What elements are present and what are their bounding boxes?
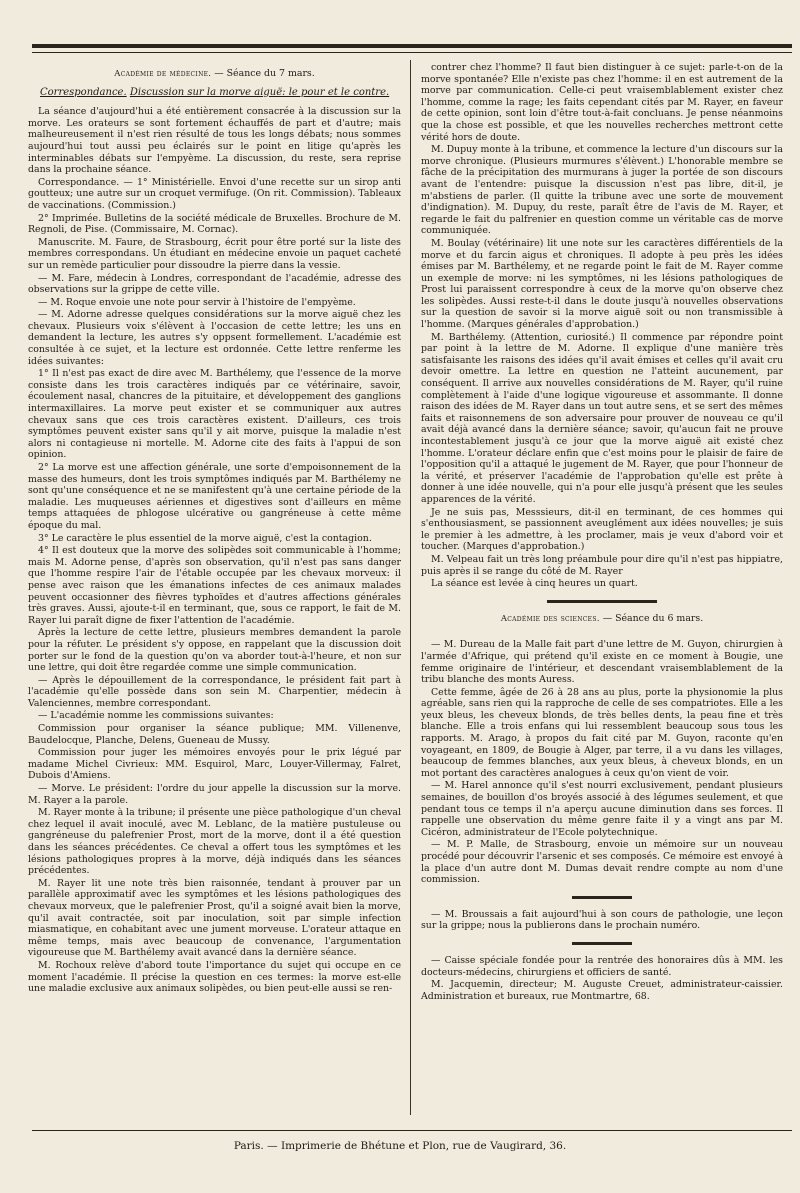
heading-date: — Séance du 7 mars.: [214, 68, 315, 79]
left-column: [28, 62, 401, 996]
paragraph: M. Rochoux relève d'abord toute l'importance du sujet qui occupe en ce moment l'académie. Il précise la question en ces termes: la morve est-elle une maladie exclusive aux animaux solipèdes, ou bien peut-elle aussi se ren-: [28, 959, 401, 995]
paragraph: M. Rayer lit une note très bien raisonnée, tendant à prouver par un parallèle approximatif avec les symptômes et les lésions pathologiques des chevaux morveux, que le palefrenier Prost, qu'il a soigné avait bien la morve, qu'il avait contractée, soit par inoculation, soit par simple infection miasmatique, en cohabitant avec une jument morveuse. L'orateur attaque en même temps, mais avec beaucoup de convenance, l'argumentation vigoureuse que M. Barthélemy avait avancé dans la dernière séance.: [28, 877, 401, 959]
paragraph: 3° Le caractère le plus essentiel de la morve aiguë, c'est la contagion.: [38, 532, 372, 544]
paragraph: — M. Roque envoie une note pour servir à l'histoire de l'empyème.: [38, 296, 356, 308]
bottom-rule: [32, 1130, 792, 1131]
paragraph: contrer chez l'homme? Il faut bien distinguer à ce sujet: parle-t-on de la morve spontanée? Elle n'existe pas chez l'homme: il en est autrement de la morve par communication. Celle-ci peut vraisemblablement exister chez l'homme, comme la rage; les faits cependant cités par M. Rayer, en faveur de cette opinion, sont loin d'être tout-à-fait concluans. Je pense néanmoins que la chose est possible, et que les nouvelles recherches mettront cette vérité hors de doute.: [421, 62, 783, 143]
top-thin-rule: [32, 52, 792, 53]
paragraph: 2° Imprimée. Bulletins de la société médicale de Bruxelles. Brochure de M. Regnoli, de Pise. (Commissaire, M. Cornac).: [28, 212, 401, 236]
right-column: [421, 62, 783, 1003]
paragraph: Après la lecture de cette lettre, plusieurs membres demandent la parole pour la réfuter. Le président s'y oppose, en rappelant que la discussion doit porter sur le fond de la question qu'on va aborder tout-à-l'heure, et non sur une lettre, qui doit être regardée comme une simple communication.: [28, 627, 401, 674]
paragraph: 1° Il n'est pas exact de dire avec M. Barthélemy, que l'essence de la morve consiste dans les trois caractères indiqués par ce vétérinaire, savoir, écoulement nasal, chancres de la pituitaire, et développement des ganglions intermaxillaires. La morve peut exister et se communiquer aux autres chevaux sans que ces trois caractères existent. D'ailleurs, ces trois symptômes peuvent exister sans qu'il y ait morve, puisque la maladie n'est alors ni contagieuse ni mortelle. M. Adorne cite des faits à l'appui de son opinion.: [28, 368, 401, 461]
paragraph: — Après le dépouillement de la correspondance, le président fait part à l'académie qu'elle possède dans son sein M. Charpentier, médecin à Valenciennes, membre correspondant.: [28, 674, 401, 709]
top-double-rule: [32, 44, 792, 48]
paragraph: 4° Il est douteux que la morve des solipèdes soit communicable à l'homme; mais M. Adorne pense, d'après son observation, qu'il n'est pas sans danger que l'homme respire l'air de l'étable occupée par les chevaux morveux: il pense avec raison que les émanations infectes de ces animaux malades peuvent occasionner des fièvres typhoïdes et d'autres affections générales très graves. Aussi, ajoute-t-il en terminant, que, sous ce rapport, le fait de M. Rayer lui paraît digne de fixer l'attention de l'académie.: [28, 545, 401, 626]
heading-name: Académie de médecine.: [114, 69, 212, 79]
paragraph: 2° La morve est une affection générale, une sorte d'empoisonnement de la masse des humeurs, dont les trois symptômes indiqués par M. Barthélemy ne sont qu'une conséquence et ne se manifestent qu'à une certaine période de la maladie. Les muqueuses aériennes et digestives sont d'ailleurs en même temps attaquées de phlogose ulcérative ou gangréneuse à cette même époque du mal.: [28, 462, 401, 531]
section-ornament: [421, 896, 783, 899]
section-ornament: [421, 942, 783, 945]
paragraph: — M. Harel annonce qu'il s'est nourri exclusivement, pendant plusieurs semaines, de bouillon d'os broyés associé à des légumes seulement, et que pendant tous ce temps il n'a aperçu aucune diminution dans ses forces. Il rappelle une observation du même genre faite il y a vingt ans par M. Cicéron, administrateur de l'Ecole polytechnique.: [421, 780, 783, 838]
paragraph: M. Dupuy monte à la tribune, et commence la lecture d'un discours sur la morve chronique. (Plusieurs murmures s'élèvent.) L'honorable membre se fâche de la précipitation des murmurans à juger la portée de son discours avant de l'entendre: puisque la discussion n'est pas libre, dit-il, je m'abstiens de parler. (Il quitte la tribune avec une sorte de mouvement d'indignation). M. Dupuy, du reste, paraît être de l'avis de M. Rayer, et regarde le fait du palfrenier en question comme un véritable cas de morve communiquée.: [421, 144, 783, 237]
paragraph: — M. Adorne adresse quelques considérations sur la morve aiguë chez les chevaux. Plusieurs voix s'élèvent à l'occasion de cette lettre; les uns en demandent la lecture, les autres s'y oppsent formellement. L'académie est consultée à ce sujet, et la lecture est ordonnée. Cette lettre renferme les idées suivantes:: [28, 309, 401, 367]
paragraph: — M. Fare, médecin à Londres, correspondant de l'académie, adresse des observations sur la grippe de cette ville.: [28, 272, 401, 296]
paragraph: Je ne suis pas, Messsieurs, dit-il en terminant, de ces hommes qui s'enthousiasment, se passionnent aveuglément aux idées nouvelles; je suis le premier à les admettre, à les proclamer, mais je veux d'abord voir et toucher. (Marques d'approbation.): [421, 506, 783, 553]
paragraph: M. Velpeau fait un très long préambule pour dire qu'il n'est pas hippiatre, puis après il se range du côté de M. Rayer: [421, 553, 783, 577]
paragraph: M. Barthélemy. (Attention, curiosité.) Il commence par répondre point par point à la lettre de M. Adorne. Il explique d'une manière très satisfaisante les raisons des idées qu'il avait émises et celles qu'il avait cru devoir omettre. La lettre en question ne l'atteint aucunement, par conséquent. Il arrive aux nouvelles considérations de M. Rayer, qu'il ruine complètement à l'aide d'une logique vigoureuse et assommante. Il donne raison des idées de M. Rayer dans un tout autre sens, et se sert des mêmes faits et raisonnemens de son adversaire pour prouver de nouveau ce qu'il avait déjà avancé dans la dernière séance; savoir, qu'aucun fait ne prouve incontestablement jusqu'à ce jour que la morve aiguë ait existé chez l'homme. L'orateur déclare enfin que c'est moins pour le plaisir de faire de l'opposition qu'il a attaqué le jugement de M. Rayer, que pour l'honneur de la vérité, et préserver l'académie de l'approbation qu'elle est prête à donner à une idée nouvelle, qui n'a pour elle jusqu'à présent que les seules apparences de la vérité.: [421, 331, 783, 505]
paragraph: — Caisse spéciale fondée pour la rentrée des honoraires dûs à MM. les docteurs-médecins, chirurgiens et officiers de santé.: [421, 954, 783, 978]
paragraph: — Morve. Le président: l'ordre du jour appelle la discussion sur la morve. M. Rayer a la parole.: [28, 783, 401, 806]
heading-name: Académie des sciences.: [500, 613, 600, 624]
subheading-rest: Discussion sur la morve aiguë: le pour et le contre.: [129, 86, 390, 98]
paragraph: La séance est levée à cinq heures un quart.: [431, 578, 638, 590]
paragraph: Commission pour organiser la séance publique; MM. Villenenve, Baudelocque, Planche, Delens, Gueneau de Mussy.: [28, 723, 401, 746]
section-heading-sciences: [421, 613, 783, 626]
paragraph: M. Jacquemin, directeur; M. Auguste Creuet, administrateur-caissier. Administration et bureaux, rue Montmartre, 68.: [421, 979, 783, 1002]
paragraph: Manuscrite. M. Faure, de Strasbourg, écrit pour être porté sur la liste des membres correspondans. Un étudiant en médecine envoie un paquet cacheté sur un remède particulier pour dissoudre la pierre dans la vessie.: [28, 236, 401, 271]
paragraph: Cette femme, âgée de 26 à 28 ans au plus, porte la physionomie la plus agréable, sans rien qui la rapproche de celle de ses compatriotes. Elle a les yeux bleus, les cheveux blonds, de très belles dents, la peau fine et très blanche. Elle a trois enfans qui lui ressemblent beaucoup sous tous les rapports. M. Arago, à propos du fait cité par M. Guyon, raconte qu'en voyageant, en 1809, de Bougie à Alger, par terre, il a vu dans les villages, beaucoup de femmes blanches, aux yeux bleus, à cheveux blonds, en un mot portant des caractères analogues à ceux qu'on vient de voir.: [421, 686, 783, 779]
paragraph: — M. Broussais a fait aujourd'hui à son cours de pathologie, une leçon sur la grippe; nous la publierons dans le prochain numéro.: [421, 908, 783, 932]
section-subheading: [40, 87, 401, 99]
section-ornament: [421, 600, 783, 603]
paragraph: — L'académie nomme les commissions suivantes:: [38, 710, 274, 722]
heading-date: — Séance du 6 mars.: [602, 612, 704, 624]
paragraph: Correspondance. — 1° Ministérielle. Envoi d'une recette sur un sirop anti goutteux; une autre sur un croquet vermifuge. (On rit. Commission). Tableaux de vaccinations. (Commission.): [28, 176, 401, 211]
paragraph: M. Boulay (vétérinaire) lit une note sur les caractères différentiels de la morve et du farcin aigus et chroniques. Il adopte à peu près les idées émises par M. Barthélemy, et ne regarde point le fait de M. Rayer comme un exemple de morve: ni les symptômes, ni les lésions pathologiques de Prost lui paraissent correspondre à ceux de la morve qu'on observe chez les solipèdes. Aussi reste-t-il dans le doute jusqu'à nouvelles observations sur la question de savoir si la morve aiguë soit ou non transmissible à l'homme. (Marques générales d'approbation.): [421, 237, 783, 331]
paragraph: La séance d'aujourd'hui a été entièrement consacrée à la discussion sur la morve. Les orateurs se sont fortement échauffés de part et d'autre; mais malheureusement il n'est rien résulté de tous les longs débats; nous sommes aujourd'hui tout aussi peu éclairés sur le point en litige qu'après les interminables débats sur l'empyème. La discussion, du reste, sera reprise dans la prochaine séance.: [28, 106, 401, 176]
subheading-prefix: Correspondance.: [40, 86, 127, 98]
paragraph: — M. P. Malle, de Strasbourg, envoie un mémoire sur un nouveau procédé pour découvrir l'arsenic et ses composés. Ce mémoire est envoyé à la place d'un autre dont M. Dumas devait rendre compte au nom d'une commission.: [421, 839, 783, 886]
imprint-footer: Paris. — Imprimerie de Bhétune et Plon, rue de Vaugirard, 36.: [233, 1140, 567, 1152]
section-heading-medecine: [28, 68, 401, 81]
paragraph: — M. Dureau de la Malle fait part d'une lettre de M. Guyon, chirurgien à l'armée d'Afrique, qui prétend qu'il existe en ce moment à Bougie, une femme originaire de l'intérieur, et descendant vraisemblablement de la tribu blanche des monts Auress.: [421, 639, 783, 686]
paragraph: M. Rayer monte à la tribune; il présente une pièce pathologique d'un cheval chez lequel il avait inoculé, avec M. Leblanc, de la matière pustuleuse ou gangréneuse du palefrenier Prost, mort de la morve, dont il a été question dans les séances précédentes. Ce cheval a offert tous les symptômes et les lésions pathologiques propres à la morve, déjà indiqués dans les séances précédentes.: [28, 807, 401, 877]
paragraph: Commission pour juger les mémoires envoyés pour le prix légué par madame Michel Civrieux: MM. Esquirol, Marc, Louyer-Villermay, Falret, Dubois d'Amiens.: [28, 747, 401, 782]
column-divider: [410, 60, 411, 1115]
